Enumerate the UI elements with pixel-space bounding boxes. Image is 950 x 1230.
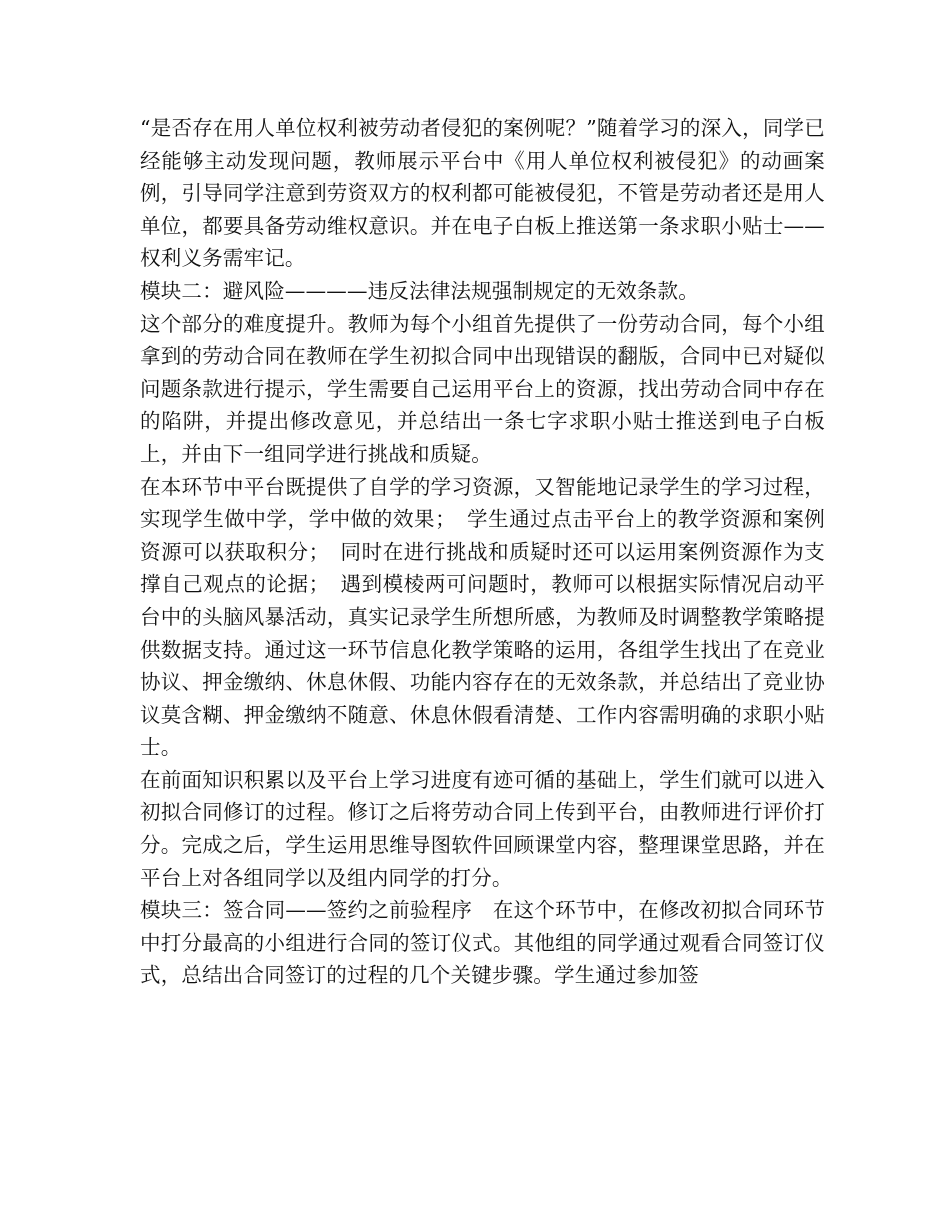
paragraph-platform-resources: 在本环节中平台既提供了自学的学习资源，又智能地记录学生的学习过程，实现学生做中学，学中做的效果； 学生通过点击平台上的教学资源和案例资源可以获取积分； 同时在进行挑战和质疑时还可以运用案例资源作为支撑自己观点的论据； 遇到模棱两可问题时，教师可以根据实际情况启动平台中的头脑风暴活动，真实记录学生所想所感，为教师及时调整教学策略提供数据支持。通过这一环节信息化教学策略的运用，各组学生找出了在竞业协议、押金缴纳、休息休假、功能内容存在的无效条款，并总结出了竞业协议莫含糊、押金缴纳不随意、休息休假看清楚、工作内容需明确的求职小贴士。 bbox=[140, 474, 825, 760]
module-three-paragraph: 模块三：签合同——签约之前验程序 在这个环节中，在修改初拟合同环节中打分最高的小组进行合同的签订仪式。其他组的同学通过观看合同签订仪式，总结出合同签订的过程的几个关键步骤。学生通过参加签 bbox=[140, 898, 825, 988]
document-body bbox=[140, 112, 825, 992]
paragraph-contract-revision: 在前面知识积累以及平台上学习进度有迹可循的基础上，学生们就可以进入初拟合同修订的过程。修订之后将劳动合同上传到平台，由教师进行评价打分。完成之后，学生运用思维导图软件回顾课堂内容，整理课堂思路，并在平台上对各组同学以及组内同学的打分。 bbox=[140, 767, 825, 890]
paragraph-difficulty: 这个部分的难度提升。教师为每个小组首先提供了一份劳动合同，每个小组拿到的劳动合同在教师在学生初拟合同中出现错误的翻版，合同中已对疑似问题条款进行提示，学生需要自己运用平台上的资源，找出劳动合同中存在的陷阱，并提出修改意见，并总结出一条七字求职小贴士推送到电子白板上，并由下一组同学进行挑战和质疑。 bbox=[140, 311, 825, 466]
module-two-heading: 模块二：避风险————违反法律法规强制规定的无效条款。 bbox=[140, 278, 699, 303]
paragraph-employer-rights: “是否存在用人单位权利被劳动者侵犯的案例呢？”随着学习的深入，同学已经能够主动发现问题，教师展示平台中《用人单位权利被侵犯》的动画案例，引导同学注意到劳资双方的权利都可能被侵犯，不管是劳动者还是用人单位，都要具备劳动维权意识。并在电子白板上推送第一条求职小贴士——权利义务需牢记。 bbox=[140, 116, 825, 271]
